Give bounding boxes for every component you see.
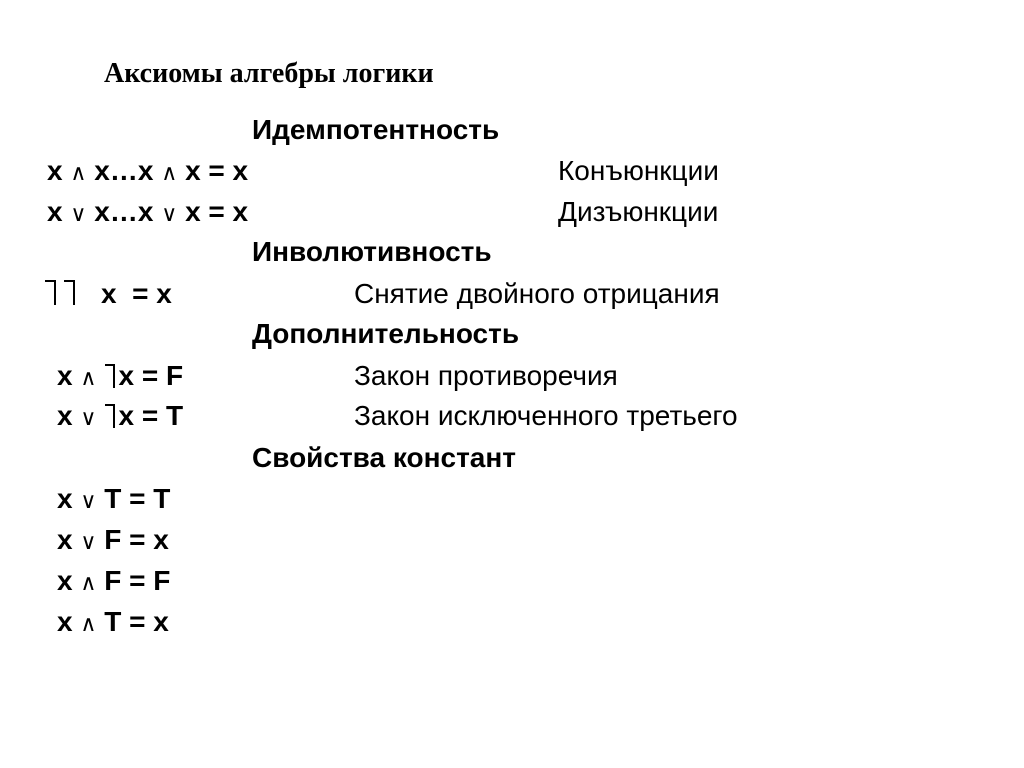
name-disjunction: Дизъюнкции [558, 196, 719, 227]
negation-icon [104, 403, 116, 429]
formula-disjunction-idempotence: x ∨ x…x ∨ x = x [47, 196, 249, 227]
formula-contradiction: x ∧ x = F [57, 360, 184, 391]
formula-constant-1: x ∨ T = T [57, 483, 171, 514]
name-double-negation: Снятие двойного отрицания [354, 278, 720, 309]
negation-icon [104, 363, 116, 389]
and-symbol: ∧ [80, 612, 97, 637]
name-excluded-middle: Закон исключенного третьего [354, 400, 738, 431]
formula-constant-4: x ∧ T = x [57, 606, 169, 637]
formula-constant-2: x ∨ F = x [57, 524, 169, 555]
or-symbol: ∨ [70, 202, 87, 227]
and-symbol: ∧ [80, 571, 97, 596]
or-symbol: ∨ [80, 489, 97, 514]
heading-idempotence: Идемпотентность [252, 114, 500, 145]
formula-double-negation: x = x [101, 278, 172, 309]
formula-conjunction-idempotence: x ∧ x…x ∧ x = x [47, 155, 249, 186]
or-symbol: ∨ [80, 406, 97, 431]
slide-title: Аксиомы алгебры логики [104, 58, 434, 89]
name-contradiction: Закон противоречия [354, 360, 618, 391]
or-symbol: ∨ [161, 202, 178, 227]
heading-involution: Инволютивность [252, 236, 492, 267]
heading-complement: Дополнительность [252, 318, 520, 349]
and-symbol: ∧ [80, 366, 97, 391]
heading-constants: Свойства констант [252, 442, 517, 473]
formula-constant-3: x ∧ F = F [57, 565, 171, 596]
and-symbol: ∧ [161, 161, 178, 186]
and-symbol: ∧ [70, 161, 87, 186]
formula-excluded-middle: x ∨ x = T [57, 400, 184, 431]
double-negation-icon [42, 279, 82, 307]
name-conjunction: Конъюнкции [558, 155, 719, 186]
or-symbol: ∨ [80, 530, 97, 555]
